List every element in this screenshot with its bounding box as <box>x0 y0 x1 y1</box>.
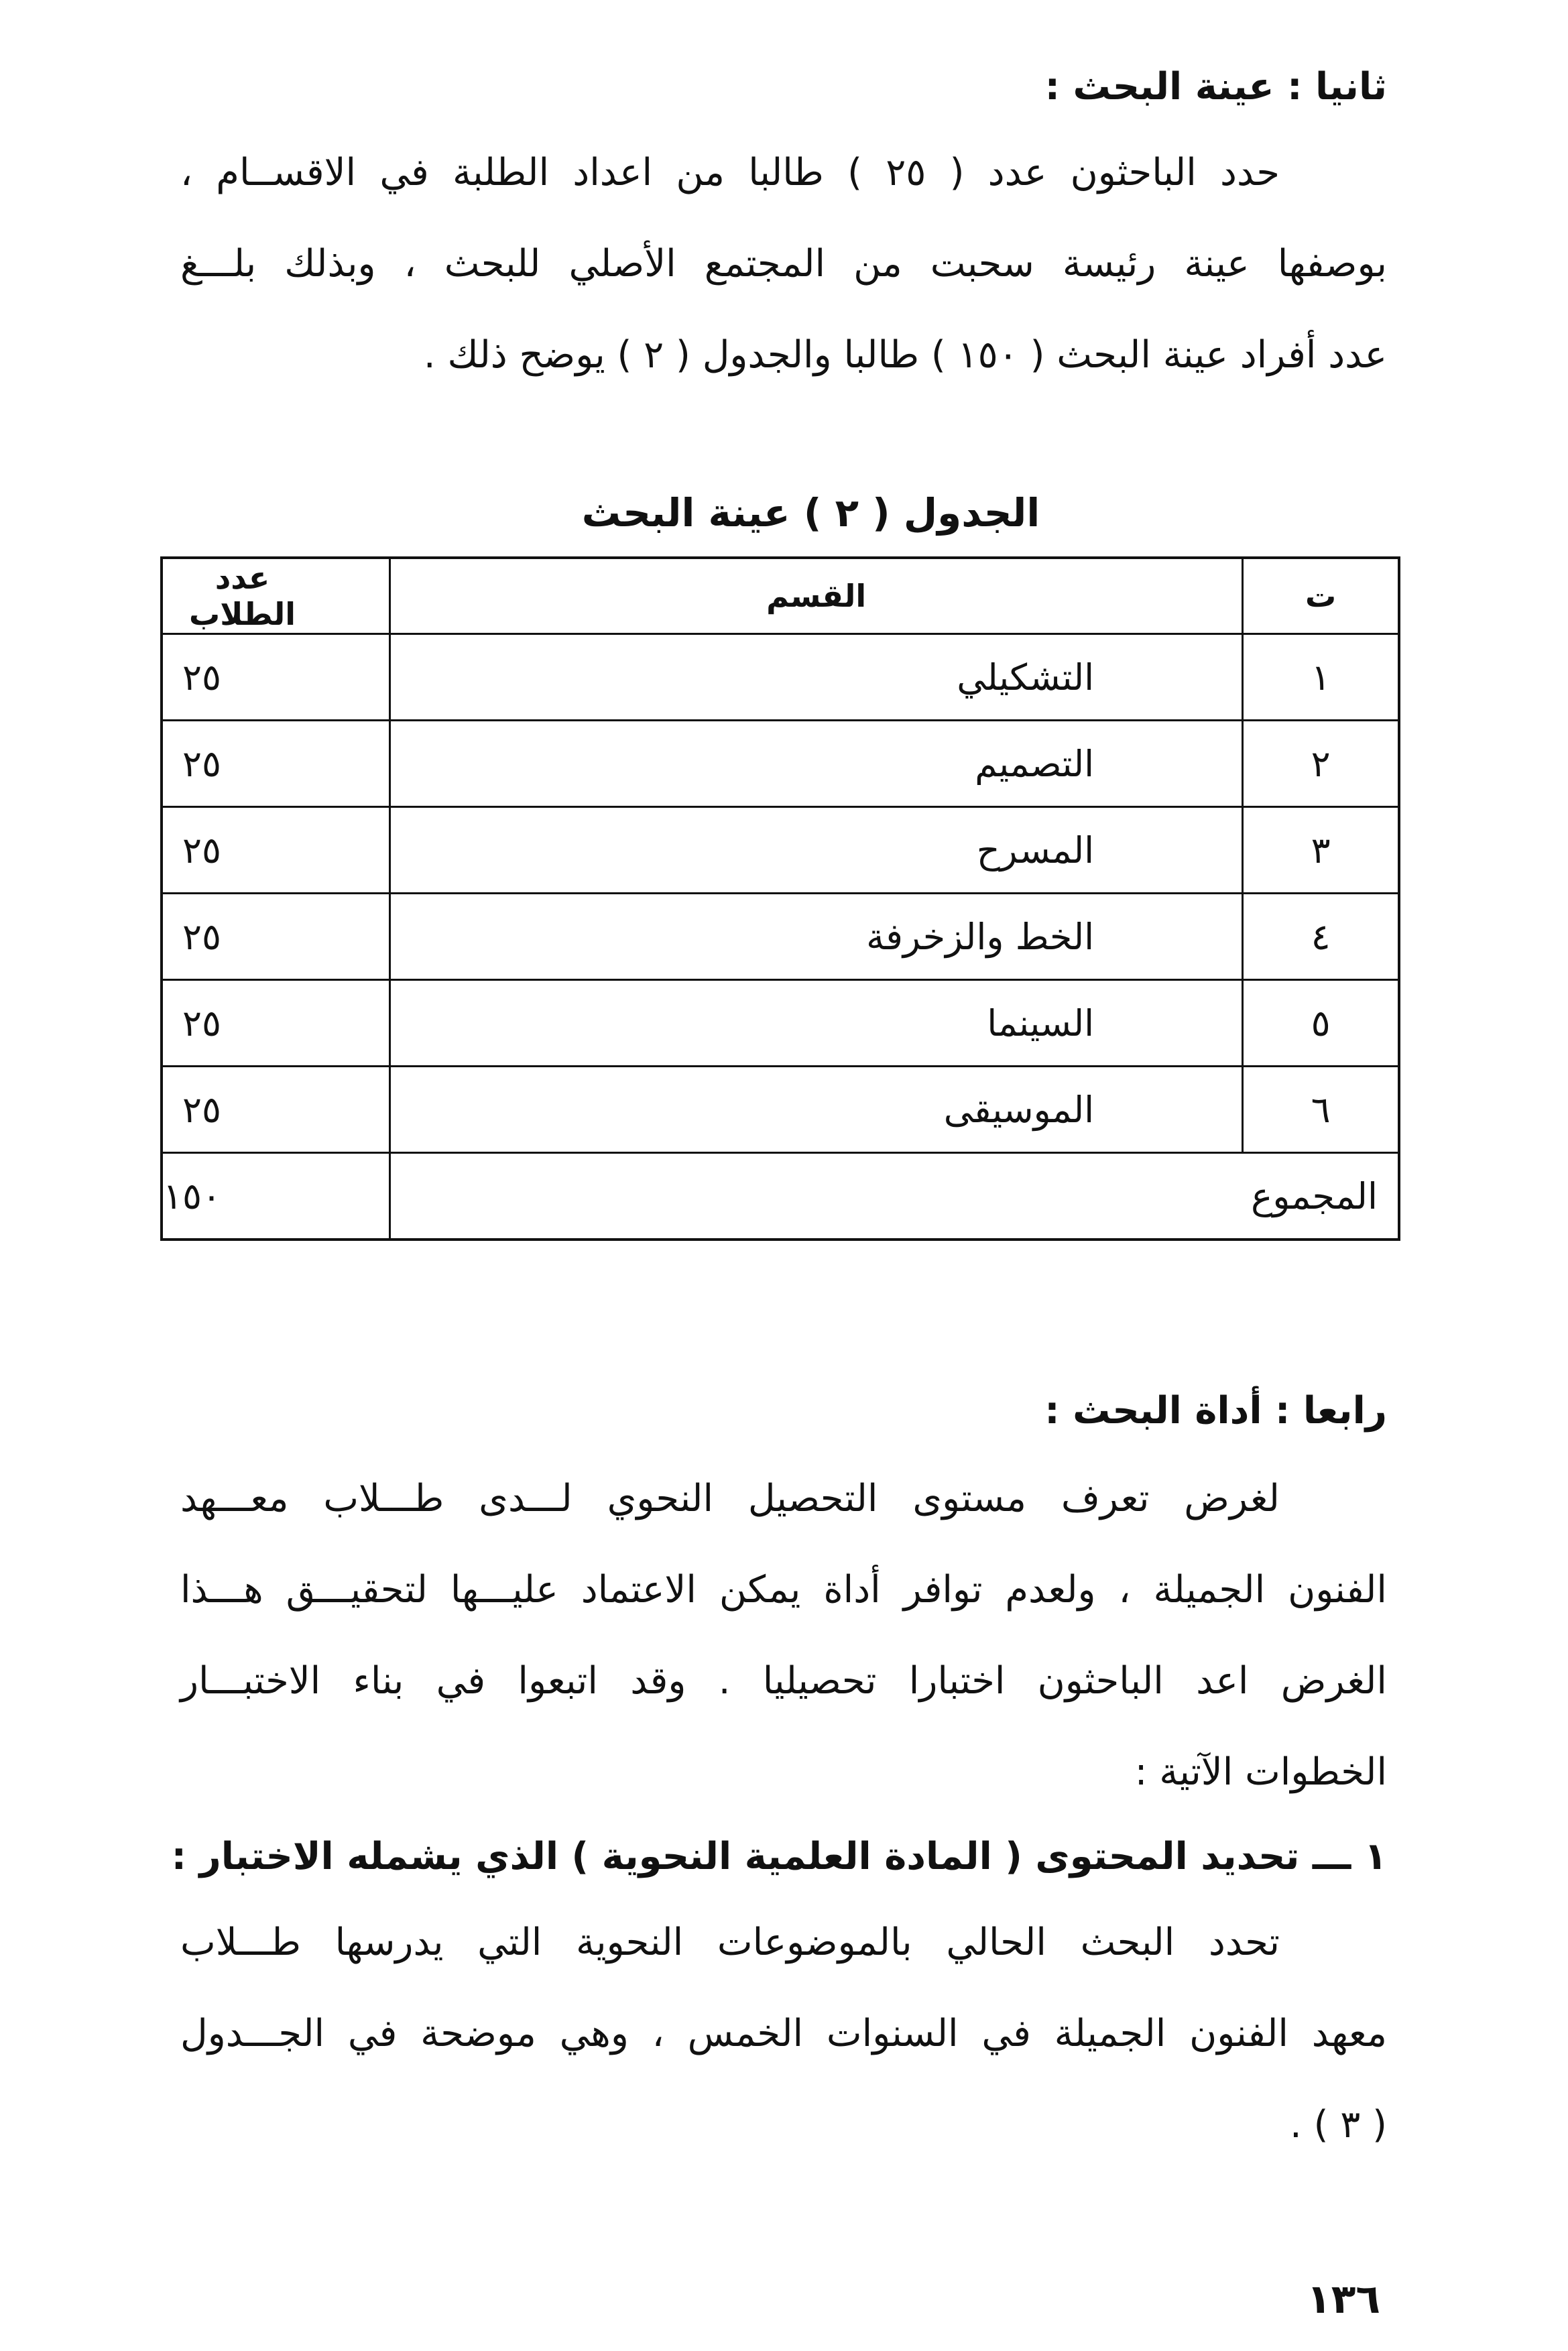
row-department: المسرح <box>390 807 1243 894</box>
row-number: ٢ <box>1243 721 1399 807</box>
row-department: الموسيقى <box>390 1067 1243 1153</box>
total-value: ١٥٠ <box>162 1153 390 1240</box>
sample-table <box>160 556 1400 1241</box>
paragraph-line: الفنون الجميلة ، ولعدم توافر أداة يمكن الاعتماد عليـــها لتحقيـــق هـــذا <box>180 1568 1387 1612</box>
row-department: التصميم <box>390 721 1243 807</box>
table-header-row <box>162 558 1399 634</box>
paragraph-line: عدد أفراد عينة البحث ( ١٥٠ ) طالبا والجدول ( ٢ ) يوضح ذلك . <box>423 333 1387 377</box>
tool-section-heading: رابعا : أداة البحث : <box>1044 1389 1387 1433</box>
table-row <box>162 1067 1399 1153</box>
paragraph-line: بوصفها عينة رئيسة سحبت من المجتمع الأصلي للبحث ، وبذلك بلـــغ <box>180 242 1387 286</box>
sample-section-heading: ثانيا : عينة البحث : <box>1044 65 1387 109</box>
total-label: المجموع <box>390 1153 1399 1240</box>
row-number: ١ <box>1243 634 1399 721</box>
table-row <box>162 721 1399 807</box>
row-number: ٤ <box>1243 894 1399 980</box>
row-count: ٢٥ <box>162 721 390 807</box>
table-row <box>162 634 1399 721</box>
row-count: ٢٥ <box>162 894 390 980</box>
tool-section-paragraph <box>180 1453 1387 1818</box>
row-department: السينما <box>390 980 1243 1067</box>
step-one-paragraph <box>180 1897 1387 2171</box>
row-number: ٦ <box>1243 1067 1399 1153</box>
page-number: ١٣٦ <box>1307 2276 1380 2323</box>
paragraph-line: الغرض اعد الباحثون اختبارا تحصيليا . وقد اتبعوا في بناء الاختبـــار <box>180 1659 1387 1703</box>
paragraph-line: معهد الفنون الجميلة في السنوات الخمس ، وهي موضحة في الجـــدول <box>180 2012 1387 2055</box>
header-count: عدد الطلاب <box>162 558 390 634</box>
row-count: ٢٥ <box>162 1067 390 1153</box>
table-row <box>162 894 1399 980</box>
row-count: ٢٥ <box>162 807 390 894</box>
paragraph-line: تحدد البحث الحالي بالموضوعات النحوية التي يدرسها طـــلاب <box>180 1921 1280 1964</box>
row-count: ٢٥ <box>162 980 390 1067</box>
paragraph-line: لغرض تعرف مستوى التحصيل النحوي لـــدى طـــلاب معـــهد <box>180 1477 1280 1520</box>
table-row <box>162 980 1399 1067</box>
row-department: التشكيلي <box>390 634 1243 721</box>
table-total-row <box>162 1153 1399 1240</box>
paragraph-line: ( ٣ ) . <box>1290 2103 1387 2147</box>
row-number: ٥ <box>1243 980 1399 1067</box>
row-count: ٢٥ <box>162 634 390 721</box>
step-one-heading: ١ ـــ تحديد المحتوى ( المادة العلمية النحوية ) الذي يشمله الاختبار : <box>171 1835 1387 1878</box>
row-number: ٣ <box>1243 807 1399 894</box>
header-department: القسم <box>390 558 1243 634</box>
table-title: الجدول ( ٢ ) عينة البحث <box>581 490 1040 536</box>
row-department: الخط والزخرفة <box>390 894 1243 980</box>
paragraph-line: حدد الباحثون عدد ( ٢٥ ) طالبا من اعداد الطلبة في الاقســام ، <box>180 151 1280 194</box>
paragraph-line: الخطوات الآتية : <box>1134 1750 1387 1794</box>
sample-section-paragraph <box>180 127 1387 401</box>
header-number: ت <box>1243 558 1399 634</box>
table-row <box>162 807 1399 894</box>
